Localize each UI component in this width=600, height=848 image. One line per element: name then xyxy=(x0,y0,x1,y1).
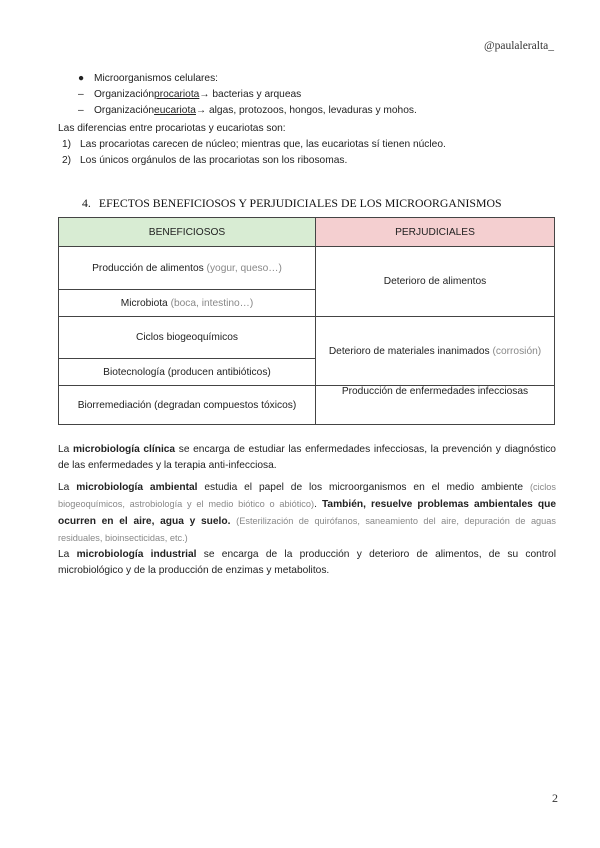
table-cell: Deterioro de materiales inanimados (corrosión) xyxy=(316,317,555,386)
table-header-row xyxy=(59,218,555,247)
column-header-perjudiciales: PERJUDICIALES xyxy=(316,218,555,247)
table-row xyxy=(59,317,555,359)
section-number: 4. xyxy=(82,196,91,210)
table-row xyxy=(59,247,555,290)
page-number: 2 xyxy=(552,791,558,805)
table-cell: Biotecnología (producen antibióticos) xyxy=(59,359,316,386)
effects-table xyxy=(58,217,555,425)
paragraph-clinica: La microbiología clínica se encarga de estudiar las enfermedades infecciosas, la prevención y diagnóstico de las enfermedades y la terapia anti-infecciosa. xyxy=(58,444,556,471)
list-item-text: Los únicos orgánulos de las procariotas son los ribosomas. xyxy=(80,155,348,166)
list-item-suffix: → algas, protozoos, hongos, levaduras y mohos. xyxy=(195,105,417,116)
list-item-text: Microorganismos celulares: xyxy=(94,73,218,84)
bullet-icon: ● xyxy=(78,73,85,84)
table-row xyxy=(59,386,555,425)
list-number: 1) xyxy=(62,139,72,150)
term-procariota: procariota xyxy=(154,89,200,100)
list-item-text: Las procariotas carecen de núcleo; mientras que, las eucariotas sí tienen núcleo. xyxy=(80,139,446,150)
author-handle: @paulaleralta_ xyxy=(484,40,554,52)
table-cell: Biorremediación (degradan compuestos tóxicos) xyxy=(59,386,316,425)
list-item xyxy=(58,153,558,169)
table-cell: Producción de alimentos (yogur, queso…) xyxy=(59,247,316,290)
table-cell: Producción de enfermedades infecciosas xyxy=(316,386,555,425)
list-item-suffix: → bacterias y arqueas xyxy=(199,89,302,100)
column-header-beneficiosos: BENEFICIOSOS xyxy=(59,218,316,247)
list-item-prefix: Organización xyxy=(94,105,155,116)
list-number: 2) xyxy=(62,155,72,166)
section-heading xyxy=(82,196,502,211)
section-title: EFECTOS BENEFICIOSOS Y PERJUDICIALES DE LOS MICROORGANISMOS xyxy=(98,196,502,210)
differences-section xyxy=(58,121,558,169)
table-cell: Ciclos biogeoquímicos xyxy=(59,317,316,359)
paragraph-ambiental: La microbiología ambiental estudia el papel de los microorganismos en el medio ambiente (ciclos biogeoquímicos, astrobiología y el medio biótico o abiótico). También, resuelve problemas ambientales que ocurren en el aire, agua y suelo. (Esterilización de quirófanos, saneamiento del aire, depuración de aguas residuales, bioinsecticidas, etc.) xyxy=(58,482,556,543)
dash-icon: – xyxy=(78,105,84,116)
list-item xyxy=(58,137,558,153)
differences-intro: Las diferencias entre procariotas y eucariotas son: xyxy=(58,123,286,134)
microorganism-list xyxy=(78,71,578,119)
list-item-prefix: Organización xyxy=(94,89,155,100)
list-item xyxy=(78,87,578,103)
table-cell: Deterioro de alimentos xyxy=(316,247,555,317)
list-item xyxy=(78,103,578,119)
dash-icon: – xyxy=(78,89,84,100)
paragraph-industrial: La microbiología industrial se encarga de la producción y deterioro de alimentos, de su control microbiológico y de la producción de enzimas y metabolitos. xyxy=(58,549,556,576)
term-eucariota: eucariota xyxy=(154,105,196,116)
table-cell: Microbiota (boca, intestino…) xyxy=(59,290,316,317)
list-item xyxy=(78,71,578,87)
